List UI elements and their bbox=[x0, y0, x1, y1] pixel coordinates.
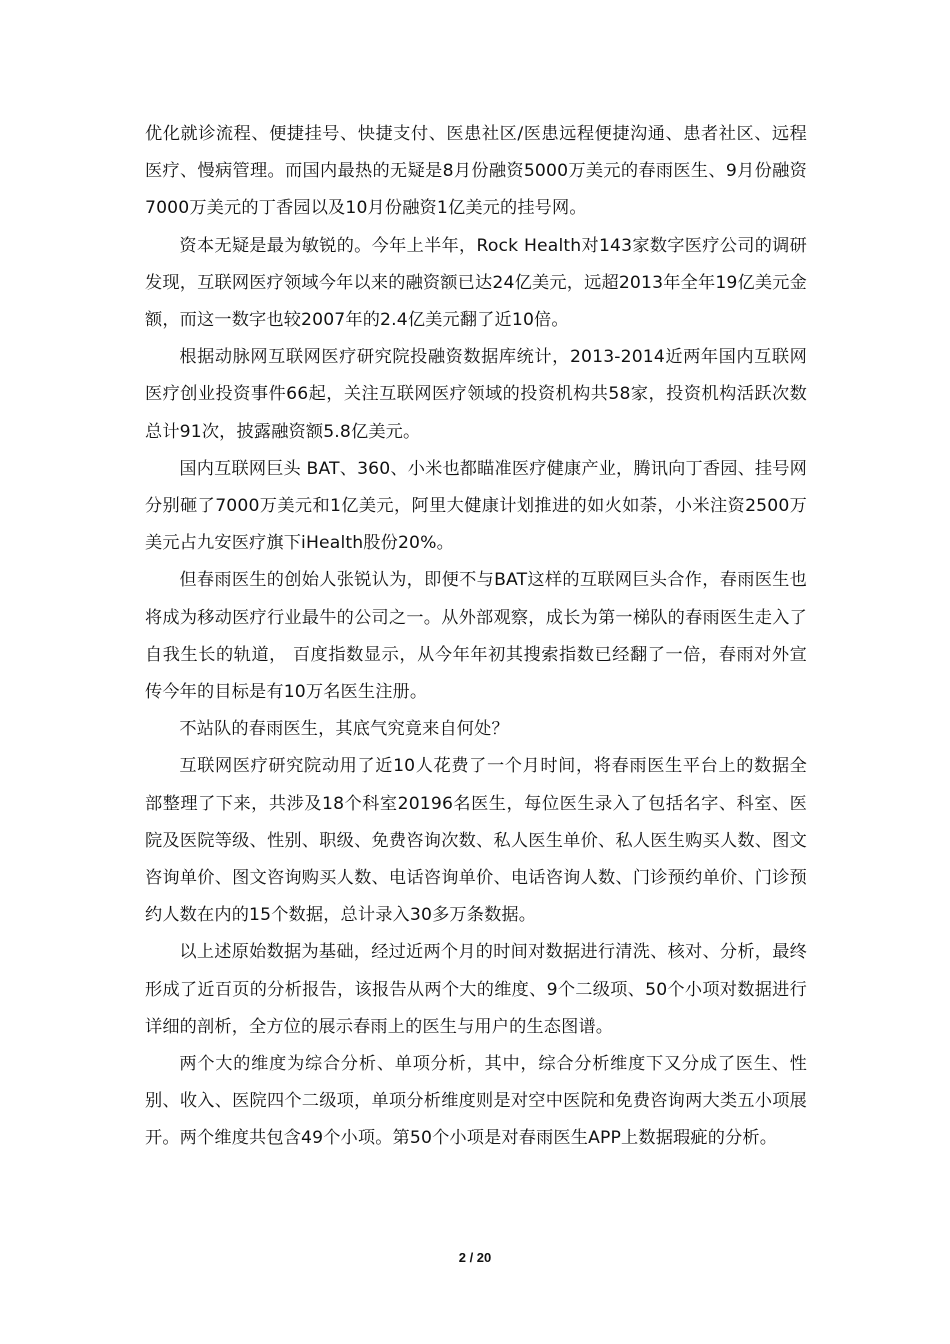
paragraph: 优化就诊流程、便捷挂号、快捷支付、医患社区/医患远程便捷沟通、患者社区、远程医疗、慢病管理。而国内最热的无疑是8月份融资5000万美元的春雨医生、9月份融资7000万美元的丁香园以及10月份融资1亿美元的挂号网。 bbox=[145, 124, 807, 219]
paragraph: 以上述原始数据为基础，经过近两个月的时间对数据进行清洗、核对、分析，最终形成了近百页的分析报告，该报告从两个大的维度、9个二级项、50个小项对数据进行详细的剖析，全方位的展示春雨上的医生与用户的生态图谱。 bbox=[145, 942, 807, 1037]
paragraph: 但春雨医生的创始人张锐认为，即便不与BAT这样的互联网巨头合作，春雨医生也将成为移动医疗行业最牛的公司之一。从外部观察，成长为第一梯队的春雨医生走入了自我生长的轨道， 百度指数显示，从今年年初其搜索指数已经翻了一倍，春雨对外宣传今年的目标是有10万名医生注册。 bbox=[145, 570, 807, 703]
document-body bbox=[145, 116, 807, 1158]
paragraph: 资本无疑是最为敏锐的。今年上半年，Rock Health对143家数字医疗公司的调研发现，互联网医疗领域今年以来的融资额已达24亿美元，远超2013年全年19亿美元金额，而这一数字也较2007年的2.4亿美元翻了近10倍。 bbox=[145, 235, 807, 331]
paragraph: 互联网医疗研究院动用了近10人花费了一个月时间，将春雨医生平台上的数据全部整理了下来，共涉及18个科室20196名医生，每位医生录入了包括名字、科室、医院及医院等级、性别、职级、免费咨询次数、私人医生单价、私人医生购买人数、图文咨询单价、图文咨询购买人数、电话咨询单价、电话咨询人数、门诊预约单价、门诊预约人数在内的15个数据，总计录入30多万条数据。 bbox=[145, 756, 807, 926]
paragraph: 不站队的春雨医生，其底气究竟来自何处？ bbox=[179, 719, 509, 740]
paragraph: 根据动脉网互联网医疗研究院投融资数据库统计，2013-2014近两年国内互联网医疗创业投资事件66起，关注互联网医疗领域的投资机构共58家，投资机构活跃次数总计91次，披露融资额5.8亿美元。 bbox=[145, 347, 807, 442]
paragraph: 两个大的维度为综合分析、单项分析，其中，综合分析维度下又分成了医生、性别、收入、医院四个二级项，单项分析维度则是对空中医院和免费咨询两大类五小项展开。两个维度共包含49个小项。第50个小项是对春雨医生APP上数据瑕疵的分析。 bbox=[145, 1054, 807, 1149]
page-number: 2 / 20 bbox=[458, 1250, 492, 1265]
paragraph: 国内互联网巨头 BAT、360、小米也都瞄准医疗健康产业，腾讯向丁香园、挂号网分别砸了7000万美元和1亿美元，阿里大健康计划推进的如火如荼，小米注资2500万美元占九安医疗旗下iHealth股份20%。 bbox=[145, 458, 807, 554]
